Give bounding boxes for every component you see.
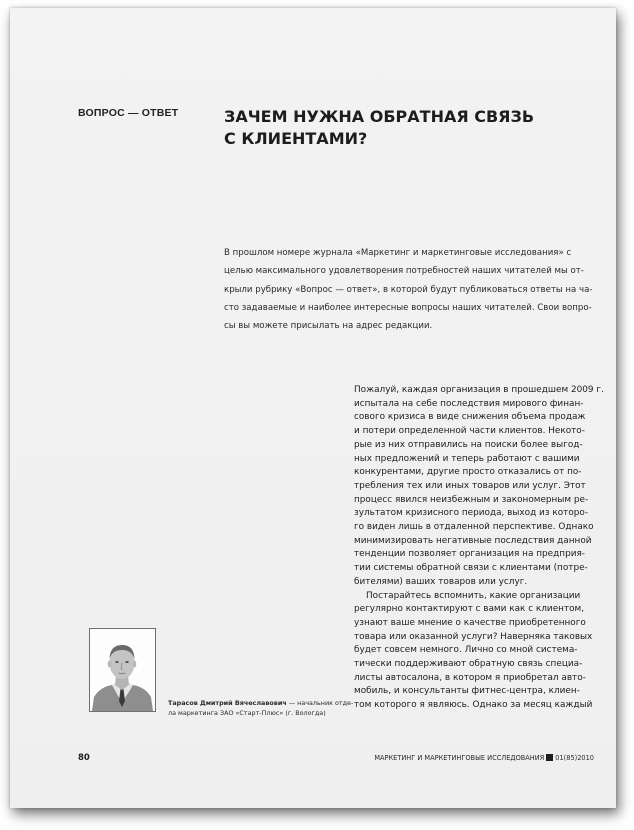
body-line: рые из них отправились на поиски более выгод-: [354, 439, 583, 450]
body-line: требления тех или иных товаров или услуг. Этот: [354, 480, 586, 491]
body-line: регулярно контактируют с вами как с клиентом,: [354, 604, 585, 615]
caption-line: [168, 698, 353, 708]
author-portrait-image: [90, 629, 155, 711]
section-label: ВОПРОС — ОТВЕТ: [78, 107, 179, 119]
running-footer: [374, 754, 594, 762]
body-line: товара или оказанной услуги? Наверняка таковых: [354, 631, 593, 642]
body-line: мобиль, и консультанты фитнес-центра, клиен-: [354, 686, 580, 697]
body-line: конкурентами, другие просто отказались от по-: [354, 467, 582, 478]
intro-line: сы вы можете присылать на адрес редакции.: [224, 321, 433, 332]
issue-number: 01(85)2010: [555, 754, 594, 762]
body-line: ных предложений и теперь работают с вашими: [354, 453, 580, 464]
intro-line: крыли рубрику «Вопрос — ответ», в которой будут публиковаться ответы на ча-: [224, 284, 593, 295]
author-caption: [168, 698, 353, 718]
intro-paragraph: [224, 244, 602, 335]
body-line: минимизировать негативные последствия данной: [354, 535, 592, 546]
title-line: ЗАЧЕМ НУЖНА ОБРАТНАЯ СВЯЗЬ: [224, 107, 535, 126]
body-line: тически поддерживают обратную связь специа-: [354, 659, 583, 670]
page-number: 80: [78, 753, 90, 763]
body-line: будет совсем немного. Лично со мной система-: [354, 645, 578, 656]
author-position-start: — начальник отде-: [286, 699, 354, 707]
intro-line: В прошлом номере журнала «Маркетинг и маркетинговые исследования» с: [224, 248, 572, 258]
intro-line: целью максимального удовлетворения потребностей наших читателей мы от-: [224, 266, 584, 277]
body-line: го виден лишь в отдаленной перспективе. Однако: [354, 522, 594, 533]
body-line: Постарайтесь вспомнить, какие организации: [366, 590, 581, 601]
body-line: и потери определенной части клиентов. Некото-: [354, 426, 585, 437]
body-line: зультатом кризисного периода, выход из которо-: [354, 508, 589, 519]
journal-name: МАРКЕТИНГ И МАРКЕТИНГОВЫЕ ИССЛЕДОВАНИЯ: [374, 754, 545, 762]
title-line: С КЛИЕНТАМИ?: [224, 129, 368, 148]
body-line: процесс явился неизбежным и закономерным ре-: [354, 494, 589, 505]
body-line: испытала на себе последствия мирового финан-: [354, 398, 584, 409]
body-line: Пожалуй, каждая организация в прошедшем 2009 г.: [354, 385, 604, 395]
caption-line: ла маркетинга ЗАО «Старт-Плюс» (г. Вологда): [168, 709, 326, 717]
intro-line: сто задаваемые и наиболее интересные вопросы наших читателей. Свои вопро-: [224, 302, 592, 313]
article-body: [354, 384, 604, 713]
square-bullet-icon: [546, 754, 553, 761]
body-line: том которого я являюсь. Однако за месяц каждый: [354, 700, 593, 711]
author-photo: [89, 628, 156, 712]
body-line: сового кризиса в виде снижения объема продаж: [354, 412, 586, 423]
journal-page: [10, 8, 616, 808]
body-line: листы автосалона, в котором я приобретал авто-: [354, 672, 586, 683]
author-name: Тарасов Дмитрий Вячеславович: [168, 699, 287, 707]
body-line: тенденции позволяет организация на предприя-: [354, 549, 586, 560]
body-line: узнают ваше мнение о качестве приобретенного: [354, 617, 586, 628]
article-title: [224, 106, 534, 150]
body-line: бителями) ваших товаров или услуг.: [354, 576, 528, 587]
body-line: тии системы обратной связи с клиентами (потре-: [354, 563, 588, 574]
